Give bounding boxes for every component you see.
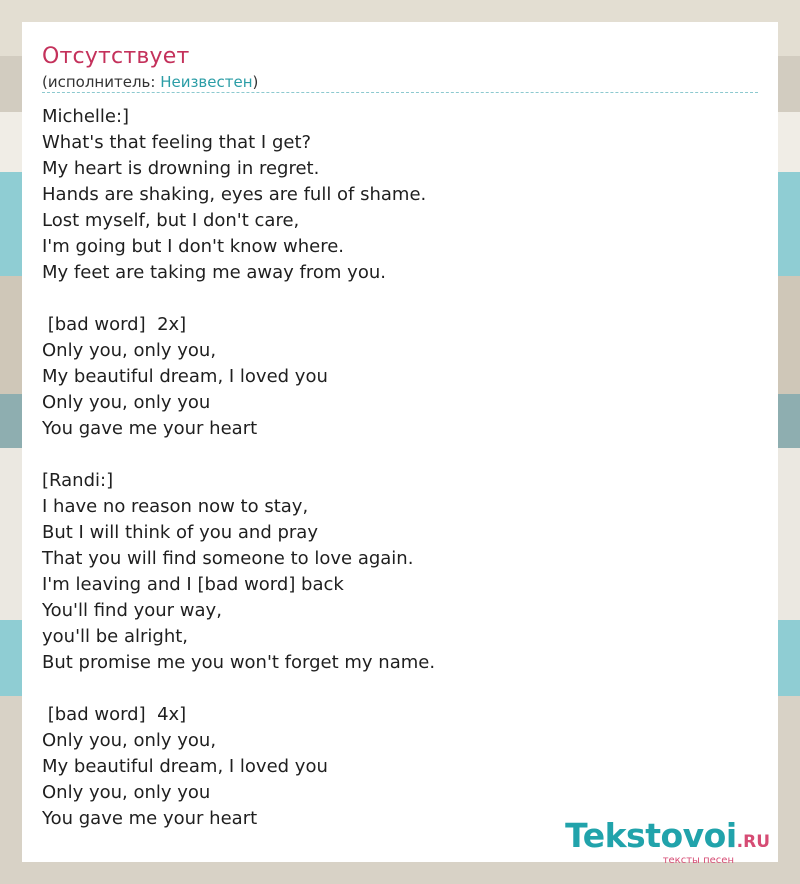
lyric-line: I'm leaving and I [bad word] back: [42, 574, 344, 595]
lyric-line: I'm going but I don't know where.: [42, 236, 345, 257]
lyric-line: Michelle:]: [42, 106, 130, 127]
lyric-line: I have no reason now to stay,: [42, 496, 309, 517]
lyric-line: [bad word] 2x]: [42, 314, 187, 335]
lyric-line: Hands are shaking, eyes are full of shame.: [42, 184, 427, 205]
artist-line: [42, 73, 258, 91]
lyric-line: That you will find someone to love again.: [42, 548, 414, 569]
lyric-line: you'll be alright,: [42, 626, 189, 647]
lyric-line: Only you, only you,: [42, 730, 217, 751]
lyric-line: My beautiful dream, I loved you: [42, 366, 328, 387]
logo-wordmark: [565, 818, 770, 860]
artist-link[interactable]: Неизвестен: [160, 73, 253, 91]
lyric-line: Only you, only you: [42, 782, 211, 803]
lyrics-text: [42, 104, 762, 832]
lyric-line: Lost myself, but I don't care,: [42, 210, 300, 231]
lyric-line: My heart is drowning in regret.: [42, 158, 320, 179]
divider: [42, 92, 758, 93]
lyric-line: My feet are taking me away from you.: [42, 262, 386, 283]
lyric-line: Only you, only you: [42, 392, 211, 413]
lyric-line: You gave me your heart: [42, 418, 258, 439]
lyric-line: [bad word] 4x]: [42, 704, 187, 725]
lyric-line: But I will think of you and pray: [42, 522, 318, 543]
lyric-line: But promise me you won't forget my name.: [42, 652, 436, 673]
lyric-line: What's that feeling that I get?: [42, 132, 312, 153]
lyric-line: My beautiful dream, I loved you: [42, 756, 328, 777]
lyric-line: You'll find your way,: [42, 600, 222, 621]
artist-prefix: (исполнитель:: [42, 73, 161, 91]
lyric-line: You gave me your heart: [42, 808, 258, 829]
logo-main-text: Tekstovoi: [565, 816, 737, 855]
lyrics-card: [22, 22, 778, 866]
logo-tld: .RU: [736, 832, 770, 852]
song-title: Отсутствует: [42, 44, 190, 69]
logo-tagline: тексты песен: [662, 855, 734, 866]
lyric-line: [Randi:]: [42, 470, 114, 491]
lyric-line: Only you, only you,: [42, 340, 217, 361]
artist-suffix: ): [252, 73, 259, 91]
site-logo[interactable]: [565, 818, 770, 866]
